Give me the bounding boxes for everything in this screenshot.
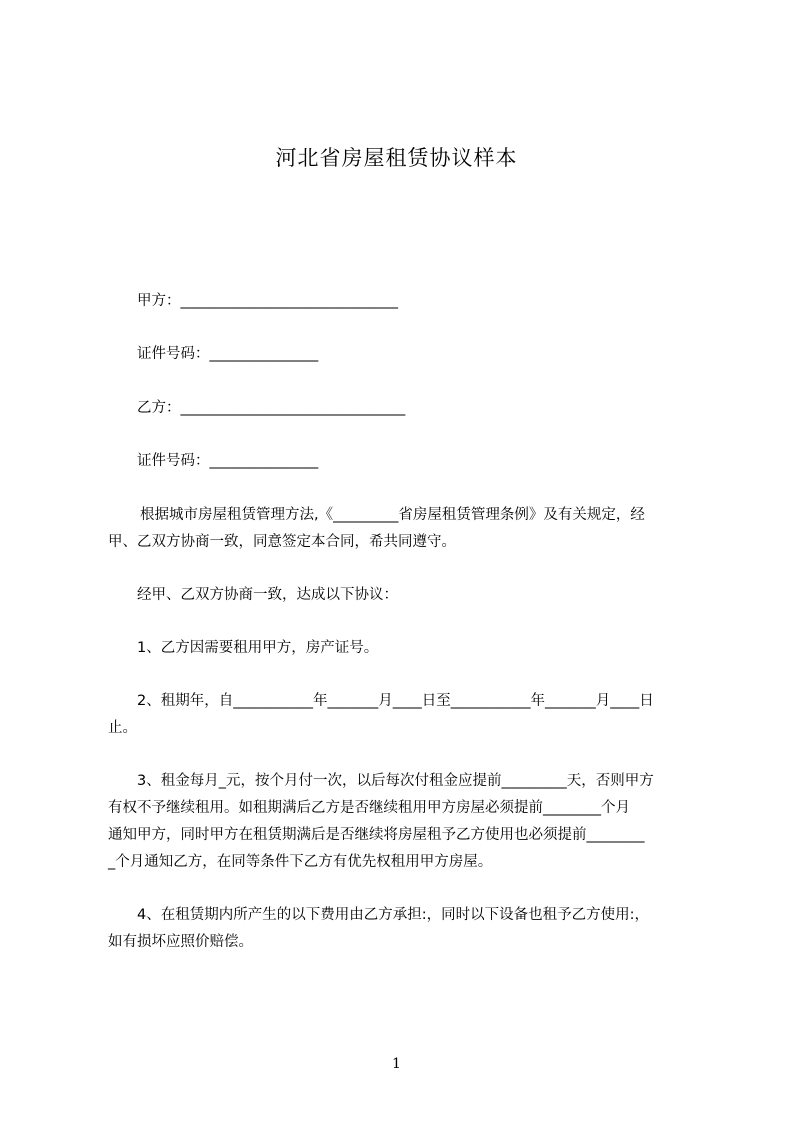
party-a-id-line: 证件号码：_______________ — [137, 346, 319, 362]
document-title: 河北省房屋租赁协议样本 — [275, 146, 518, 170]
preamble-line-1: 根据城市房屋租赁管理方法,《_________省房屋租赁管理条例》及有关规定，经 — [140, 507, 645, 523]
clause-3-line-4: _个月通知乙方，在同等条件下乙方有优先权租用甲方房屋。 — [108, 854, 493, 870]
clause-1: 1、乙方因需要租用甲方，房产证号。 — [137, 640, 379, 656]
clause-4-line-2: 如有损坏应照价赔偿。 — [108, 934, 253, 950]
page-number: 1 — [392, 1056, 401, 1072]
preamble-line-2: 甲、乙双方协商一致，同意签定本合同，希共同遵守。 — [108, 534, 456, 550]
clause-3-line-3: 通知甲方，同时甲方在租赁期满后是否继续将房屋租予乙方使用也必须提前________ — [108, 827, 645, 843]
clause-3-line-2: 有权不予继续租用。如租期满后乙方是否继续租用甲方房屋必须提前________个月 — [108, 800, 630, 816]
clause-2-line-2: 止。 — [108, 720, 137, 736]
party-b-line: 乙方：_______________________________ — [137, 400, 406, 416]
party-a-line: 甲方：______________________________ — [137, 293, 398, 309]
clause-4-line-1: 4、在租赁期内所产生的以下费用由乙方承担:，同时以下设备也租予乙方使用:， — [137, 907, 649, 923]
clause-3-line-1: 3、租金每月_元，按个月付一次，以后每次付租金应提前_________天，否则甲方 — [137, 773, 654, 789]
party-b-id-line: 证件号码：_______________ — [137, 453, 319, 469]
agreement-intro: 经甲、乙双方协商一致，达成以下协议： — [137, 587, 398, 603]
clause-2-line-1: 2、租期年，自___________年_______月____日至___________年_______月____日 — [137, 693, 654, 709]
